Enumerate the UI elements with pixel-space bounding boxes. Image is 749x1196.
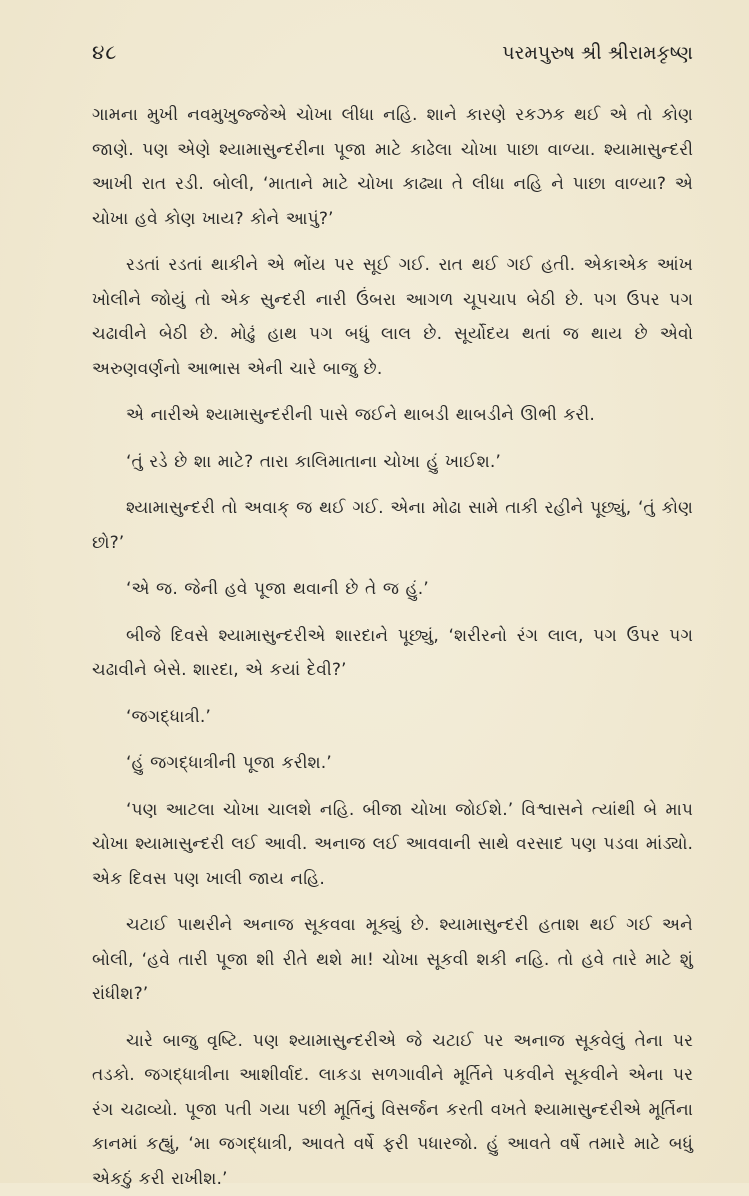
paragraph: ‘જગદ્ધાત્રી.’	[92, 700, 693, 735]
paragraph: ગામના મુખી નવમુખુજ્જેએ ચોખા લીધા નહિ. શાને કારણે રકઝક થઈ એ તો કોણ જાણે. પણ એણે શ્યામાસુન્દરીના પૂજા માટે કાઢેલા ચોખા પાછા વાળ્યા. શ્યામાસુન્દરી આખી રાત રડી. બોલી, ‘માતાને માટે ચોખા કાઢ્યા તે લીધા નહિ ને પાછા વાળ્યા? એ ચોખા હવે કોણ ખાય? કોને આપું?’	[92, 98, 693, 236]
paragraph: બીજે દિવસે શ્યામાસુન્દરીએ શારદાને પૂછ્યું, ‘શરીરનો રંગ લાલ, પગ ઉપર પગ ચઢાવીને બેસે. શારદા, એ કયાં દેવી?’	[92, 619, 693, 688]
paragraph: ચટાઈ પાથરીને અનાજ સૂકવવા મૂક્યું છે. શ્યામાસુન્દરી હતાશ થઈ ગઈ અને બોલી, ‘હવે તારી પૂજા શી રીતે થશે મા! ચોખા સૂકવી શકી નહિ. તો હવે તારે માટે શું રાંધીશ?’	[92, 908, 693, 1012]
paragraph: એ નારીએ શ્યામાસુન્દરીની પાસે જઈને થાબડી થાબડીને ઊભી કરી.	[92, 398, 693, 433]
paragraph: ‘એ જ. જેની હવે પૂજા થવાની છે તે જ હું.’	[92, 572, 693, 607]
paragraph: ચારે બાજુ વૃષ્ટિ. પણ શ્યામાસુન્દરીએ જે ચટાઈ પર અનાજ સૂકવેલું તેના પર તડકો. જગદ્ધાત્રીના આશીર્વાદ. લાકડા સળગાવીને મૂર્તિને પકવીને સૂકવીને એના પર રંગ ચઢાવ્યો. પૂજા પતી ગયા પછી મૂર્તિનું વિસર્જન કરતી વખતે શ્યામાસુન્દરીએ મૂર્તિના કાનમાં કહ્યું, ‘મા જગદ્ધાત્રી, આવતે વર્ષે ફરી પધારજો. હું આવતે વર્ષે તમારે માટે બધું એકઠું કરી રાખીશ.’	[92, 1024, 693, 1196]
running-title: પરમપુરુષ શ્રી શ્રીરામકૃષ્ણ	[502, 42, 693, 64]
paragraph: શ્યામાસુન્દરી તો અવાક્ જ થઈ ગઈ. એના મોઢા સામે તાકી રહીને પૂછ્યું, ‘તું કોણ છો?’	[92, 491, 693, 560]
paragraph: ‘તું રડે છે શા માટે? તારા કાલિમાતાના ચોખા હું ખાઈશ.’	[92, 445, 693, 480]
page-number: ૪૮	[92, 40, 117, 64]
running-header	[92, 40, 693, 80]
paragraph: રડતાં રડતાં થાકીને એ ભોંય પર સૂઈ ગઈ. રાત થઈ ગઈ હતી. એકાએક આંખ ખોલીને જોયું તો એક સુન્દરી નારી ઉંબરા આગળ ચૂપચાપ બેઠી છે. પગ ઉપર પગ ચઢાવીને બેઠી છે. મોઢું હાથ પગ બધું લાલ છે. સૂર્યોદય થતાં જ થાય છે એવો અરુણવર્ણનો આભાસ એની ચારે બાજુ છે.	[92, 248, 693, 386]
page-body	[92, 98, 693, 1196]
paragraph: ‘પણ આટલા ચોખા ચાલશે નહિ. બીજા ચોખા જોઈશે.’ વિશ્વાસને ત્યાંથી બે માપ ચોખા શ્યામાસુન્દરી લઈ આવી. અનાજ લઈ આવવાની સાથે વરસાદ પણ પડવા માંડ્યો. એક દિવસ પણ ખાલી જાય નહિ.	[92, 793, 693, 897]
paragraph: ‘હું જગદ્ધાત્રીની પૂજા કરીશ.’	[92, 746, 693, 781]
